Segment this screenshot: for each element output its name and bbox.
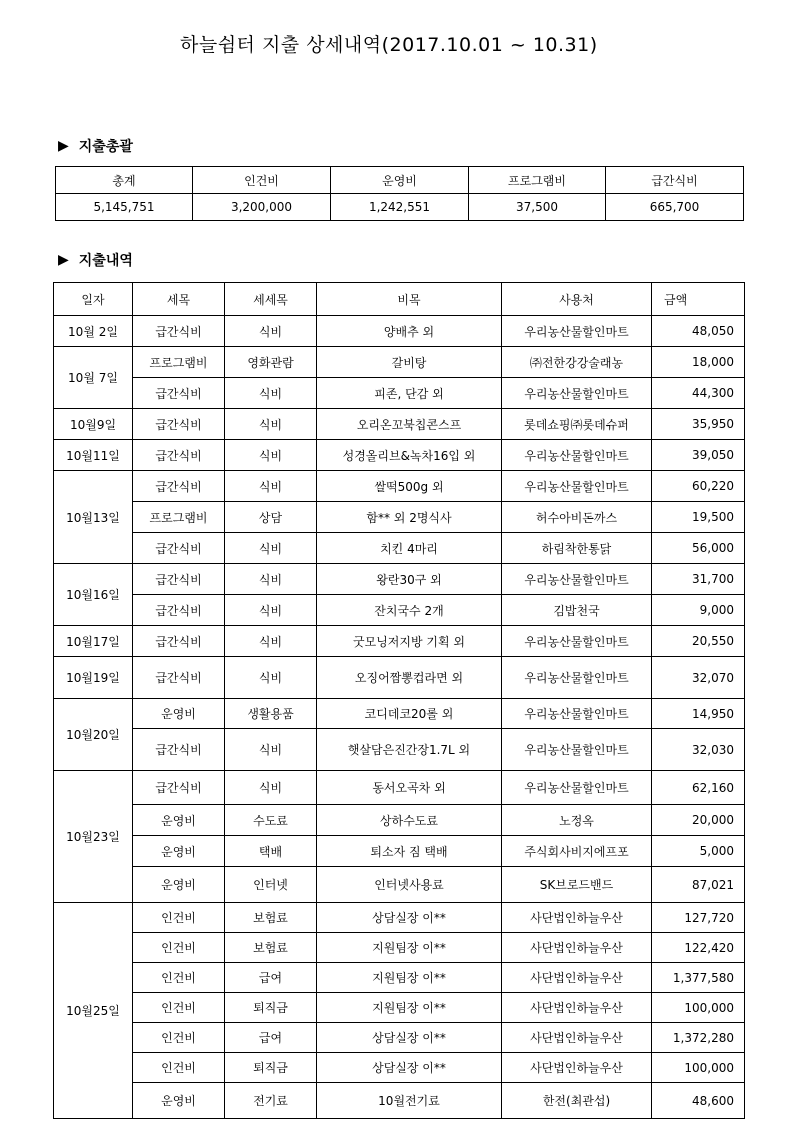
vendor-cell: 사단법인하늘우산 xyxy=(502,933,652,963)
date-cell: 10월13일 xyxy=(54,471,133,564)
item-cell: 왕란30구 외 xyxy=(317,564,502,595)
item-cell: 상담실장 이** xyxy=(317,903,502,933)
amount-cell: 100,000 xyxy=(652,993,745,1023)
item-cell: 치킨 4마리 xyxy=(317,533,502,564)
detail-header-cell: 일자 xyxy=(54,283,133,316)
amount-cell: 1,372,280 xyxy=(652,1023,745,1053)
vendor-cell: 김밥천국 xyxy=(502,595,652,626)
vendor-cell: 우리농산물할인마트 xyxy=(502,699,652,729)
table-row xyxy=(54,1053,745,1083)
amount-cell: 44,300 xyxy=(652,378,745,409)
item-cell: 10월전기료 xyxy=(317,1083,502,1119)
category-cell: 운영비 xyxy=(133,836,225,867)
detail-header-cell: 세목 xyxy=(133,283,225,316)
summary-header-row xyxy=(56,167,744,194)
section-label: 지출내역 xyxy=(78,253,133,269)
amount-cell: 32,070 xyxy=(652,657,745,699)
category-cell: 급간식비 xyxy=(133,316,225,347)
subcategory-cell: 전기료 xyxy=(225,1083,317,1119)
amount-cell: 127,720 xyxy=(652,903,745,933)
subcategory-cell: 식비 xyxy=(225,729,317,771)
amount-cell: 39,050 xyxy=(652,440,745,471)
category-cell: 급간식비 xyxy=(133,471,225,502)
category-cell: 급간식비 xyxy=(133,533,225,564)
detail-header-cell: 비목 xyxy=(317,283,502,316)
subcategory-cell: 식비 xyxy=(225,316,317,347)
summary-table xyxy=(55,166,744,221)
item-cell: 지원팀장 이** xyxy=(317,933,502,963)
amount-cell: 122,420 xyxy=(652,933,745,963)
category-cell: 급간식비 xyxy=(133,657,225,699)
table-row xyxy=(54,1023,745,1053)
subcategory-cell: 상담 xyxy=(225,502,317,533)
subcategory-cell: 식비 xyxy=(225,657,317,699)
table-row xyxy=(54,626,745,657)
table-row xyxy=(54,805,745,836)
item-cell: 지원팀장 이** xyxy=(317,993,502,1023)
subcategory-cell: 택배 xyxy=(225,836,317,867)
category-cell: 급간식비 xyxy=(133,409,225,440)
amount-cell: 56,000 xyxy=(652,533,745,564)
table-row xyxy=(54,564,745,595)
summary-header-cell: 인건비 xyxy=(193,167,331,194)
subcategory-cell: 퇴직금 xyxy=(225,1053,317,1083)
subcategory-cell: 식비 xyxy=(225,771,317,805)
category-cell: 인건비 xyxy=(133,933,225,963)
item-cell: 코디데코20롤 외 xyxy=(317,699,502,729)
table-row xyxy=(54,595,745,626)
table-row xyxy=(54,409,745,440)
triangle-marker-icon: ▶ xyxy=(58,138,69,154)
summary-value-row xyxy=(56,194,744,221)
table-row xyxy=(54,699,745,729)
vendor-cell: 우리농산물할인마트 xyxy=(502,564,652,595)
vendor-cell: 사단법인하늘우산 xyxy=(502,963,652,993)
vendor-cell: 우리농산물할인마트 xyxy=(502,626,652,657)
vendor-cell: 롯데쇼핑㈜롯데슈퍼 xyxy=(502,409,652,440)
category-cell: 급간식비 xyxy=(133,729,225,771)
item-cell: 햇살담은진간장1.7L 외 xyxy=(317,729,502,771)
category-cell: 운영비 xyxy=(133,805,225,836)
subcategory-cell: 급여 xyxy=(225,1023,317,1053)
subcategory-cell: 식비 xyxy=(225,440,317,471)
item-cell: 함** 외 2명식사 xyxy=(317,502,502,533)
category-cell: 인건비 xyxy=(133,1053,225,1083)
amount-cell: 5,000 xyxy=(652,836,745,867)
table-row xyxy=(54,378,745,409)
triangle-marker-icon: ▶ xyxy=(58,252,69,268)
summary-value-cell: 37,500 xyxy=(469,194,606,221)
item-cell: 상하수도료 xyxy=(317,805,502,836)
item-cell: 상담실장 이** xyxy=(317,1053,502,1083)
category-cell: 운영비 xyxy=(133,699,225,729)
table-row xyxy=(54,993,745,1023)
category-cell: 프로그램비 xyxy=(133,502,225,533)
vendor-cell: 우리농산물할인마트 xyxy=(502,657,652,699)
item-cell: 피존, 단감 외 xyxy=(317,378,502,409)
table-row xyxy=(54,836,745,867)
subcategory-cell: 급여 xyxy=(225,963,317,993)
table-row xyxy=(54,1083,745,1119)
table-row xyxy=(54,729,745,771)
category-cell: 프로그램비 xyxy=(133,347,225,378)
item-cell: 오징어짬뽕컵라면 외 xyxy=(317,657,502,699)
date-cell: 10월11일 xyxy=(54,440,133,471)
section-label: 지출총괄 xyxy=(78,139,133,155)
amount-cell: 31,700 xyxy=(652,564,745,595)
item-cell: 지원팀장 이** xyxy=(317,963,502,993)
category-cell: 급간식비 xyxy=(133,595,225,626)
page-title: 하늘쉼터 지출 상세내역(2017.10.01 ~ 10.31) xyxy=(180,34,598,56)
category-cell: 운영비 xyxy=(133,867,225,903)
amount-cell: 60,220 xyxy=(652,471,745,502)
vendor-cell: 허수아비돈까스 xyxy=(502,502,652,533)
category-cell: 인건비 xyxy=(133,1023,225,1053)
vendor-cell: 사단법인하늘우산 xyxy=(502,993,652,1023)
summary-header-cell: 급간식비 xyxy=(606,167,744,194)
section-heading-summary xyxy=(58,136,133,156)
category-cell: 인건비 xyxy=(133,903,225,933)
item-cell: 성경올리브&녹차16입 외 xyxy=(317,440,502,471)
summary-value-cell: 5,145,751 xyxy=(56,194,193,221)
vendor-cell: 사단법인하늘우산 xyxy=(502,903,652,933)
subcategory-cell: 수도료 xyxy=(225,805,317,836)
subcategory-cell: 식비 xyxy=(225,378,317,409)
category-cell: 급간식비 xyxy=(133,564,225,595)
category-cell: 급간식비 xyxy=(133,771,225,805)
item-cell: 오리온꼬북칩콘스프 xyxy=(317,409,502,440)
vendor-cell: 우리농산물할인마트 xyxy=(502,771,652,805)
subcategory-cell: 식비 xyxy=(225,595,317,626)
table-row xyxy=(54,533,745,564)
date-cell: 10월17일 xyxy=(54,626,133,657)
table-row xyxy=(54,867,745,903)
category-cell: 급간식비 xyxy=(133,626,225,657)
detail-header-cell: 사용처 xyxy=(502,283,652,316)
item-cell: 인터넷사용료 xyxy=(317,867,502,903)
vendor-cell: 우리농산물할인마트 xyxy=(502,316,652,347)
item-cell: 상담실장 이** xyxy=(317,1023,502,1053)
vendor-cell: 한전(최관섭) xyxy=(502,1083,652,1119)
summary-header-cell: 프로그램비 xyxy=(469,167,606,194)
summary-value-cell: 3,200,000 xyxy=(193,194,331,221)
table-row xyxy=(54,347,745,378)
amount-cell: 9,000 xyxy=(652,595,745,626)
date-cell: 10월 2일 xyxy=(54,316,133,347)
amount-cell: 32,030 xyxy=(652,729,745,771)
table-row xyxy=(54,502,745,533)
vendor-cell: 사단법인하늘우산 xyxy=(502,1053,652,1083)
detail-header-row xyxy=(54,283,745,316)
subcategory-cell: 보험료 xyxy=(225,933,317,963)
amount-cell: 20,000 xyxy=(652,805,745,836)
table-row xyxy=(54,440,745,471)
vendor-cell: 사단법인하늘우산 xyxy=(502,1023,652,1053)
date-cell: 10월 7일 xyxy=(54,347,133,409)
category-cell: 급간식비 xyxy=(133,378,225,409)
vendor-cell: 우리농산물할인마트 xyxy=(502,471,652,502)
item-cell: 잔치국수 2개 xyxy=(317,595,502,626)
summary-value-cell: 665,700 xyxy=(606,194,744,221)
item-cell: 갈비탕 xyxy=(317,347,502,378)
item-cell: 동서오곡차 외 xyxy=(317,771,502,805)
vendor-cell: ㈜전한강강술래농 xyxy=(502,347,652,378)
item-cell: 양배추 외 xyxy=(317,316,502,347)
amount-cell: 87,021 xyxy=(652,867,745,903)
detail-header-cell: 세세목 xyxy=(225,283,317,316)
subcategory-cell: 식비 xyxy=(225,533,317,564)
summary-header-cell: 운영비 xyxy=(331,167,469,194)
date-cell: 10월25일 xyxy=(54,903,133,1119)
summary-value-cell: 1,242,551 xyxy=(331,194,469,221)
category-cell: 인건비 xyxy=(133,963,225,993)
item-cell: 굿모닝저지방 기획 외 xyxy=(317,626,502,657)
vendor-cell: 하림착한통닭 xyxy=(502,533,652,564)
date-cell: 10월19일 xyxy=(54,657,133,699)
detail-header-cell: 금액 xyxy=(652,283,745,316)
amount-cell: 1,377,580 xyxy=(652,963,745,993)
vendor-cell: SK브로드밴드 xyxy=(502,867,652,903)
item-cell: 쌀떡500g 외 xyxy=(317,471,502,502)
subcategory-cell: 퇴직금 xyxy=(225,993,317,1023)
amount-cell: 100,000 xyxy=(652,1053,745,1083)
date-cell: 10월23일 xyxy=(54,771,133,903)
summary-header-cell: 총계 xyxy=(56,167,193,194)
subcategory-cell: 식비 xyxy=(225,409,317,440)
table-row xyxy=(54,316,745,347)
subcategory-cell: 인터넷 xyxy=(225,867,317,903)
table-row xyxy=(54,471,745,502)
date-cell: 10월9일 xyxy=(54,409,133,440)
category-cell: 운영비 xyxy=(133,1083,225,1119)
date-cell: 10월20일 xyxy=(54,699,133,771)
amount-cell: 35,950 xyxy=(652,409,745,440)
vendor-cell: 우리농산물할인마트 xyxy=(502,729,652,771)
amount-cell: 62,160 xyxy=(652,771,745,805)
vendor-cell: 주식회사비지에프포 xyxy=(502,836,652,867)
vendor-cell: 노정옥 xyxy=(502,805,652,836)
detail-table xyxy=(53,282,745,1119)
table-row xyxy=(54,903,745,933)
amount-cell: 19,500 xyxy=(652,502,745,533)
subcategory-cell: 영화관람 xyxy=(225,347,317,378)
section-heading-detail xyxy=(58,250,133,270)
amount-cell: 48,050 xyxy=(652,316,745,347)
table-row xyxy=(54,771,745,805)
vendor-cell: 우리농산물할인마트 xyxy=(502,440,652,471)
table-row xyxy=(54,657,745,699)
amount-cell: 20,550 xyxy=(652,626,745,657)
subcategory-cell: 식비 xyxy=(225,564,317,595)
category-cell: 인건비 xyxy=(133,993,225,1023)
item-cell: 퇴소자 짐 택배 xyxy=(317,836,502,867)
subcategory-cell: 식비 xyxy=(225,626,317,657)
table-row xyxy=(54,933,745,963)
amount-cell: 48,600 xyxy=(652,1083,745,1119)
date-cell: 10월16일 xyxy=(54,564,133,626)
vendor-cell: 우리농산물할인마트 xyxy=(502,378,652,409)
amount-cell: 18,000 xyxy=(652,347,745,378)
amount-cell: 14,950 xyxy=(652,699,745,729)
subcategory-cell: 식비 xyxy=(225,471,317,502)
table-row xyxy=(54,963,745,993)
category-cell: 급간식비 xyxy=(133,440,225,471)
subcategory-cell: 생활용품 xyxy=(225,699,317,729)
subcategory-cell: 보험료 xyxy=(225,903,317,933)
